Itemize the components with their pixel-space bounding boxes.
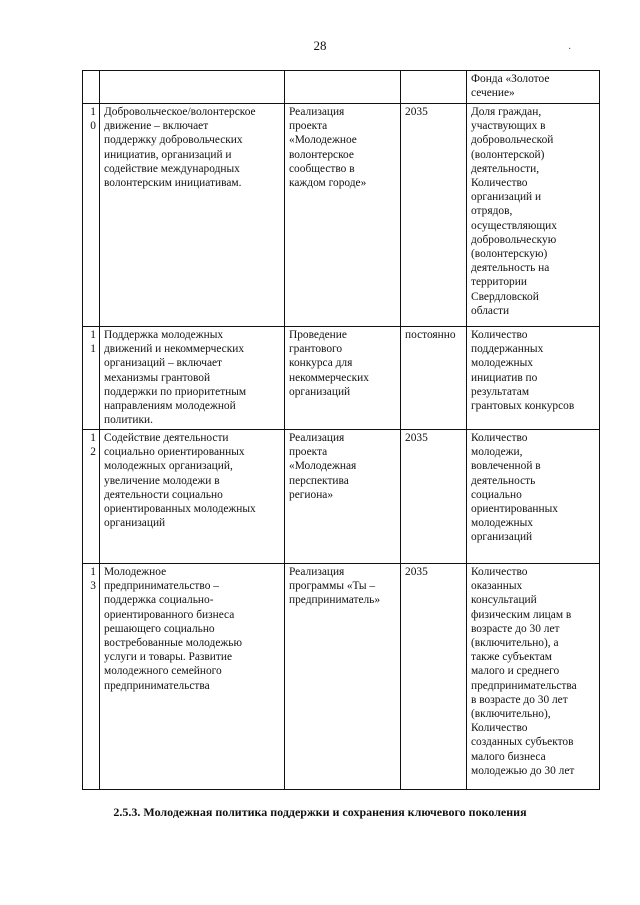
table-row bbox=[83, 104, 600, 327]
indicator-line: молодежных bbox=[471, 357, 533, 370]
direction-line: молодежного семейного bbox=[104, 665, 222, 678]
indicator-line: молодежных bbox=[471, 517, 533, 530]
mechanism-line: сообщество в bbox=[289, 162, 355, 175]
row-number-text: 11 bbox=[90, 329, 96, 356]
indicator-line: (волонтерскую) bbox=[471, 248, 548, 261]
indicator-line: деятельности, bbox=[471, 162, 540, 175]
direction-line: механизмы грантовой bbox=[104, 371, 211, 384]
direction-line: ориентированного бизнеса bbox=[104, 608, 235, 621]
direction-cell bbox=[100, 104, 285, 327]
indicator-line: Количество bbox=[471, 177, 528, 190]
mechanism-line: Реализация bbox=[289, 432, 345, 444]
row-number-text: 10 bbox=[90, 106, 96, 133]
mechanism-line: волонтерское bbox=[289, 148, 354, 161]
term-cell bbox=[401, 104, 467, 327]
indicator-line: организаций bbox=[471, 531, 533, 544]
mechanism-line: проекта bbox=[289, 120, 328, 133]
direction-line: деятельности социально bbox=[104, 488, 223, 501]
direction-line: предпринимательства bbox=[104, 679, 210, 692]
mechanism-cell bbox=[285, 430, 401, 564]
direction-line: ориентированных молодежных bbox=[104, 503, 256, 516]
indicator-line: оказанных bbox=[471, 580, 523, 593]
row-number bbox=[83, 327, 100, 430]
mechanism-cell bbox=[285, 71, 401, 104]
indicator-line: осуществляющих bbox=[471, 219, 557, 232]
direction-line: Молодежное bbox=[104, 566, 167, 578]
direction-line: увеличение молодежи в bbox=[104, 474, 220, 487]
direction-line: поддержка социально- bbox=[104, 594, 214, 607]
direction-line: движение – включает bbox=[104, 120, 209, 133]
indicator-line: Количество bbox=[471, 722, 528, 735]
direction-line: инициатив, организаций и bbox=[104, 148, 232, 161]
indicator-line: деятельность на bbox=[471, 262, 550, 275]
indicator-line: малого и среднего bbox=[471, 665, 560, 678]
indicator-cell bbox=[467, 564, 600, 790]
indicator-line: Свердловской bbox=[471, 290, 539, 303]
mechanism-line: региона» bbox=[289, 488, 334, 501]
indicator-cell bbox=[467, 327, 600, 430]
table-row-continuation bbox=[83, 71, 600, 104]
indicator-cell bbox=[467, 104, 600, 327]
indicator-line: территории bbox=[471, 276, 527, 289]
term-cell bbox=[401, 430, 467, 564]
direction-cell bbox=[100, 564, 285, 790]
indicator-line: отрядов, bbox=[471, 205, 513, 218]
indicator-line: Количество bbox=[471, 329, 528, 341]
indicator-line: инициатив по bbox=[471, 371, 538, 384]
direction-line: направлениям молодежной bbox=[104, 400, 236, 413]
mechanism-line: проекта bbox=[289, 446, 328, 459]
direction-cell bbox=[100, 327, 285, 430]
direction-line: услуги и товары. Развитие bbox=[104, 651, 233, 664]
page-number: 28 bbox=[313, 38, 327, 53]
indicator-line: возрасте до 30 лет bbox=[471, 622, 560, 635]
indicator-line: Доля граждан, bbox=[471, 106, 542, 118]
table-row bbox=[83, 430, 600, 564]
row-number-text: 12 bbox=[90, 432, 96, 459]
indicator-line: физическим лицам в bbox=[471, 608, 572, 621]
direction-line: поддержку добровольческих bbox=[104, 134, 243, 147]
indicator-line: молодежи, bbox=[471, 446, 523, 459]
row-number bbox=[83, 104, 100, 327]
mechanism-line: конкурса для bbox=[289, 357, 353, 370]
term-text: постоянно bbox=[405, 329, 456, 341]
mechanism-line: программы «Ты – bbox=[289, 580, 376, 593]
direction-cell bbox=[100, 71, 285, 104]
term-cell bbox=[401, 327, 467, 430]
direction-line: содействие международных bbox=[104, 162, 240, 175]
indicator-line: грантовых конкурсов bbox=[471, 400, 575, 413]
direction-line: Содействие деятельности bbox=[104, 432, 229, 444]
indicator-line: Количество bbox=[471, 432, 528, 444]
direction-line: поддержки по приоритетным bbox=[104, 385, 247, 398]
direction-cell bbox=[100, 430, 285, 564]
indicator-line: добровольческой bbox=[471, 134, 554, 147]
mechanism-line: «Молодежная bbox=[289, 460, 357, 473]
indicator-line: молодежью до 30 лет bbox=[471, 764, 575, 777]
indicator-line: предпринимательства bbox=[471, 679, 577, 692]
indicator-line: (включительно), а bbox=[471, 637, 559, 650]
indicator-line: области bbox=[471, 304, 510, 317]
mechanism-line: некоммерческих bbox=[289, 371, 369, 384]
direction-line: волонтерским инициативам. bbox=[104, 177, 242, 190]
indicator-cell bbox=[467, 71, 600, 104]
direction-line: движений и некоммерческих bbox=[104, 343, 245, 356]
direction-line: политики. bbox=[104, 414, 153, 427]
mechanism-line: перспектива bbox=[289, 474, 349, 487]
measures-table bbox=[82, 70, 600, 790]
indicator-line: поддержанных bbox=[471, 343, 544, 356]
direction-line: востребованные молодежью bbox=[104, 637, 242, 650]
direction-line: организаций bbox=[104, 517, 166, 530]
term-cell bbox=[401, 71, 467, 104]
mechanism-line: Проведение bbox=[289, 329, 347, 341]
mechanism-line: грантового bbox=[289, 343, 343, 356]
indicator-line: малого бизнеса bbox=[471, 750, 546, 763]
direction-line: социально ориентированных bbox=[104, 446, 245, 459]
indicator-line: в возрасте до 30 лет bbox=[471, 693, 568, 706]
indicator-line: организаций и bbox=[471, 191, 542, 204]
mechanism-line: Реализация bbox=[289, 106, 345, 118]
section-heading: 2.5.3. Молодежная политика поддержки и сохранения ключевого поколения bbox=[113, 805, 527, 819]
direction-line: предпринимательство – bbox=[104, 580, 219, 593]
direction-line: Добровольческое/волонтерское bbox=[104, 106, 256, 118]
row-number bbox=[83, 564, 100, 790]
indicator-cell bbox=[467, 430, 600, 564]
mechanism-line: организаций bbox=[289, 385, 351, 398]
term-text: 2035 bbox=[405, 432, 428, 444]
table-row bbox=[83, 327, 600, 430]
indicator-line: сечение» bbox=[471, 87, 515, 100]
indicator-line: вовлеченной в bbox=[471, 460, 541, 473]
indicator-line: (волонтерской) bbox=[471, 148, 545, 161]
indicator-line: ориентированных bbox=[471, 503, 558, 516]
row-number-text: 13 bbox=[90, 566, 96, 593]
indicator-line: добровольческую bbox=[471, 233, 557, 246]
term-text: 2035 bbox=[405, 566, 428, 578]
scan-speck: · bbox=[568, 44, 572, 55]
term-text: 2035 bbox=[405, 106, 428, 118]
mechanism-line: Реализация bbox=[289, 566, 345, 578]
indicator-line: Фонда «Золотое bbox=[471, 73, 550, 85]
indicator-line: социально bbox=[471, 488, 522, 501]
direction-line: Поддержка молодежных bbox=[104, 329, 224, 341]
mechanism-line: каждом городе» bbox=[289, 177, 367, 190]
row-number bbox=[83, 71, 100, 104]
indicator-line: участвующих в bbox=[471, 120, 546, 133]
indicator-line: результатам bbox=[471, 385, 530, 398]
direction-line: решающего социально bbox=[104, 622, 215, 635]
mechanism-cell bbox=[285, 327, 401, 430]
indicator-line: созданных субъектов bbox=[471, 736, 574, 749]
direction-line: молодежных организаций, bbox=[104, 460, 233, 473]
indicator-line: также субъектам bbox=[471, 651, 553, 664]
mechanism-cell bbox=[285, 104, 401, 327]
mechanism-line: «Молодежное bbox=[289, 134, 357, 147]
indicator-line: консультаций bbox=[471, 594, 537, 607]
mechanism-line: предприниматель» bbox=[289, 594, 381, 607]
indicator-line: деятельность bbox=[471, 474, 536, 487]
table-row bbox=[83, 564, 600, 790]
direction-line: организаций – включает bbox=[104, 357, 223, 370]
mechanism-cell bbox=[285, 564, 401, 790]
indicator-line: Количество bbox=[471, 566, 528, 578]
term-cell bbox=[401, 564, 467, 790]
row-number bbox=[83, 430, 100, 564]
indicator-line: (включительно), bbox=[471, 708, 551, 721]
